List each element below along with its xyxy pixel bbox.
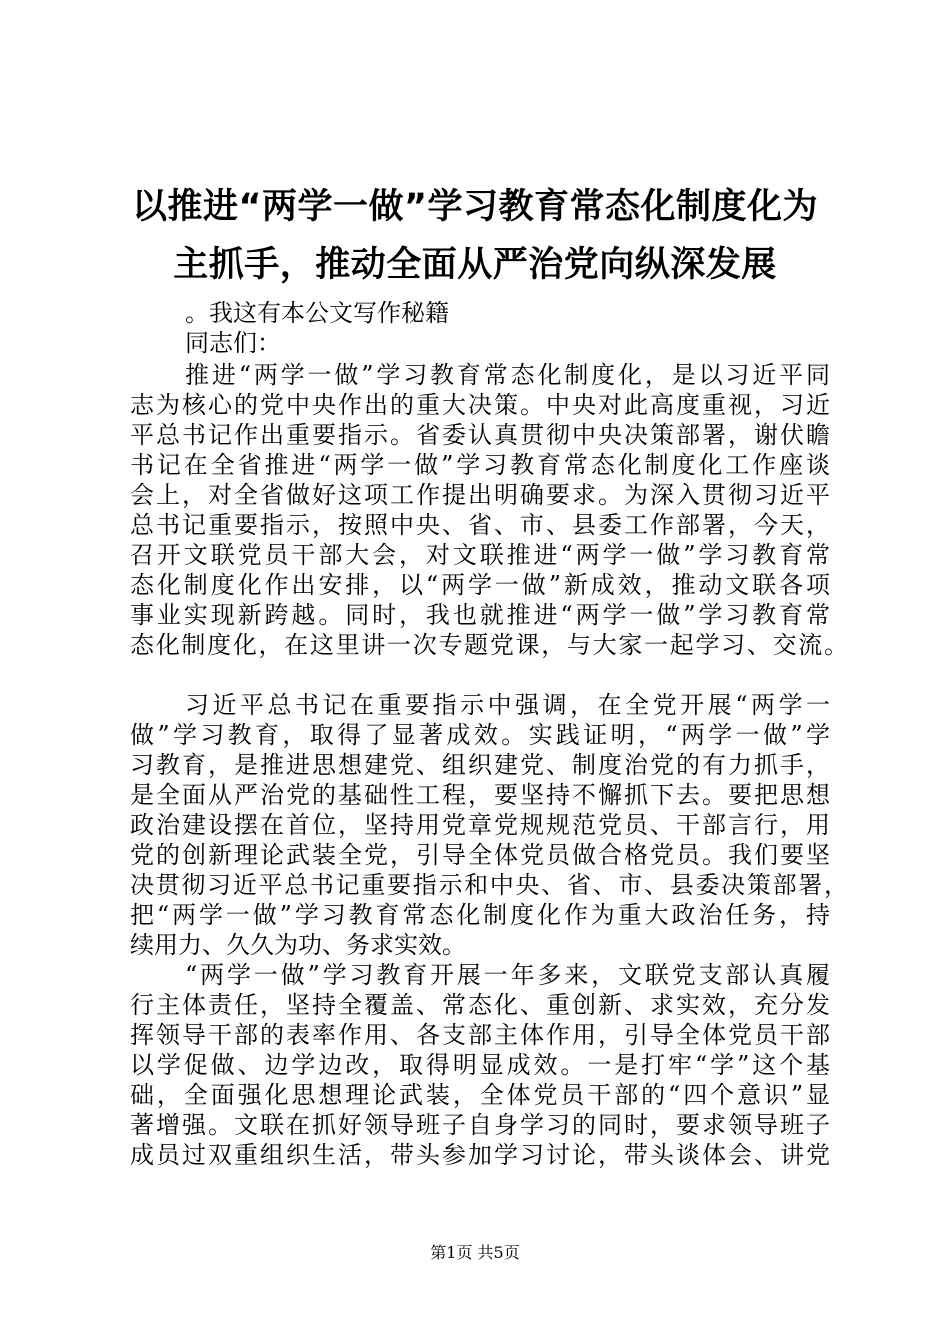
paragraph-1-line: 事业实现新跨越。同时，我也就推进“两学一做”学习教育常 — [130, 601, 830, 629]
paragraph-2-line: 是全面从严治党的基础性工程，要坚持不懈抓下去。要把思想 — [130, 781, 830, 809]
paragraph-1-line: 书记在全省推进“两学一做”学习教育常态化制度化工作座谈 — [130, 451, 830, 479]
paragraph-2-line: 习教育，是推进思想建党、组织建党、制度治党的有力抓手， — [130, 751, 830, 779]
intro-line: 。我这有本公文写作秘籍 — [185, 299, 449, 327]
paragraph-1-line: 态化制度化作出安排，以“两学一做”新成效，推动文联各项 — [130, 571, 830, 599]
paragraph-2-line: 续用力、久久为功、务求实效。 — [130, 931, 466, 959]
document-title-line-1: 以推进“两学一做”学习教育常态化制度化为 — [131, 187, 818, 227]
document-title-line-2: 主抓手，推动全面从严治党向纵深发展 — [173, 245, 777, 285]
paragraph-3-line: 成员过双重组织生活，带头参加学习讨论，带头谈体会、讲党 — [130, 1141, 830, 1169]
paragraph-2-line: 习近平总书记在重要指示中强调，在全党开展“两学一 — [185, 691, 830, 719]
paragraph-1-line: 召开文联党员干部大会，对文联推进“两学一做”学习教育常 — [130, 541, 830, 569]
paragraph-1-line: 总书记重要指示，按照中央、省、市、县委工作部署，今天， — [130, 511, 830, 539]
page-footer: 第1页 共5页 — [430, 1243, 520, 1262]
paragraph-1-line: 推进“两学一做”学习教育常态化制度化，是以习近平同 — [185, 361, 830, 389]
paragraph-3-line: “两学一做”学习教育开展一年多来，文联党支部认真履 — [185, 961, 830, 989]
salutation: 同志们： — [185, 329, 281, 357]
paragraph-3-line: 行主体责任，坚持全覆盖、常态化、重创新、求实效，充分发 — [130, 991, 830, 1019]
paragraph-2-line: 党的创新理论武装全党，引导全体党员做合格党员。我们要坚 — [130, 841, 830, 869]
paragraph-1-line: 志为核心的党中央作出的重大决策。中央对此高度重视，习近 — [130, 391, 830, 419]
paragraph-2-line: 做”学习教育，取得了显著成效。实践证明，“两学一做”学 — [130, 721, 830, 749]
paragraph-2-line: 把“两学一做”学习教育常态化制度化作为重大政治任务，持 — [130, 901, 830, 929]
paragraph-1-line: 会上，对全省做好这项工作提出明确要求。为深入贯彻习近平 — [130, 481, 830, 509]
paragraph-1-line: 态化制度化，在这里讲一次专题党课，与大家一起学习、交流。 — [130, 631, 848, 659]
paragraph-3-line: 著增强。文联在抓好领导班子自身学习的同时，要求领导班子 — [130, 1111, 830, 1139]
paragraph-3-line: 挥领导干部的表率作用、各支部主体作用，引导全体党员干部 — [130, 1021, 830, 1049]
paragraph-3-line: 础，全面强化思想理论武装，全体党员干部的“四个意识”显 — [130, 1081, 830, 1109]
paragraph-2-line: 决贯彻习近平总书记重要指示和中央、省、市、县委决策部署， — [130, 871, 848, 899]
paragraph-3-line: 以学促做、边学边改，取得明显成效。一是打牢“学”这个基 — [130, 1051, 830, 1079]
paragraph-1-line: 平总书记作出重要指示。省委认真贯彻中央决策部署，谢伏瞻 — [130, 421, 830, 449]
paragraph-2-line: 政治建设摆在首位，坚持用党章党规规范党员、干部言行，用 — [130, 811, 830, 839]
